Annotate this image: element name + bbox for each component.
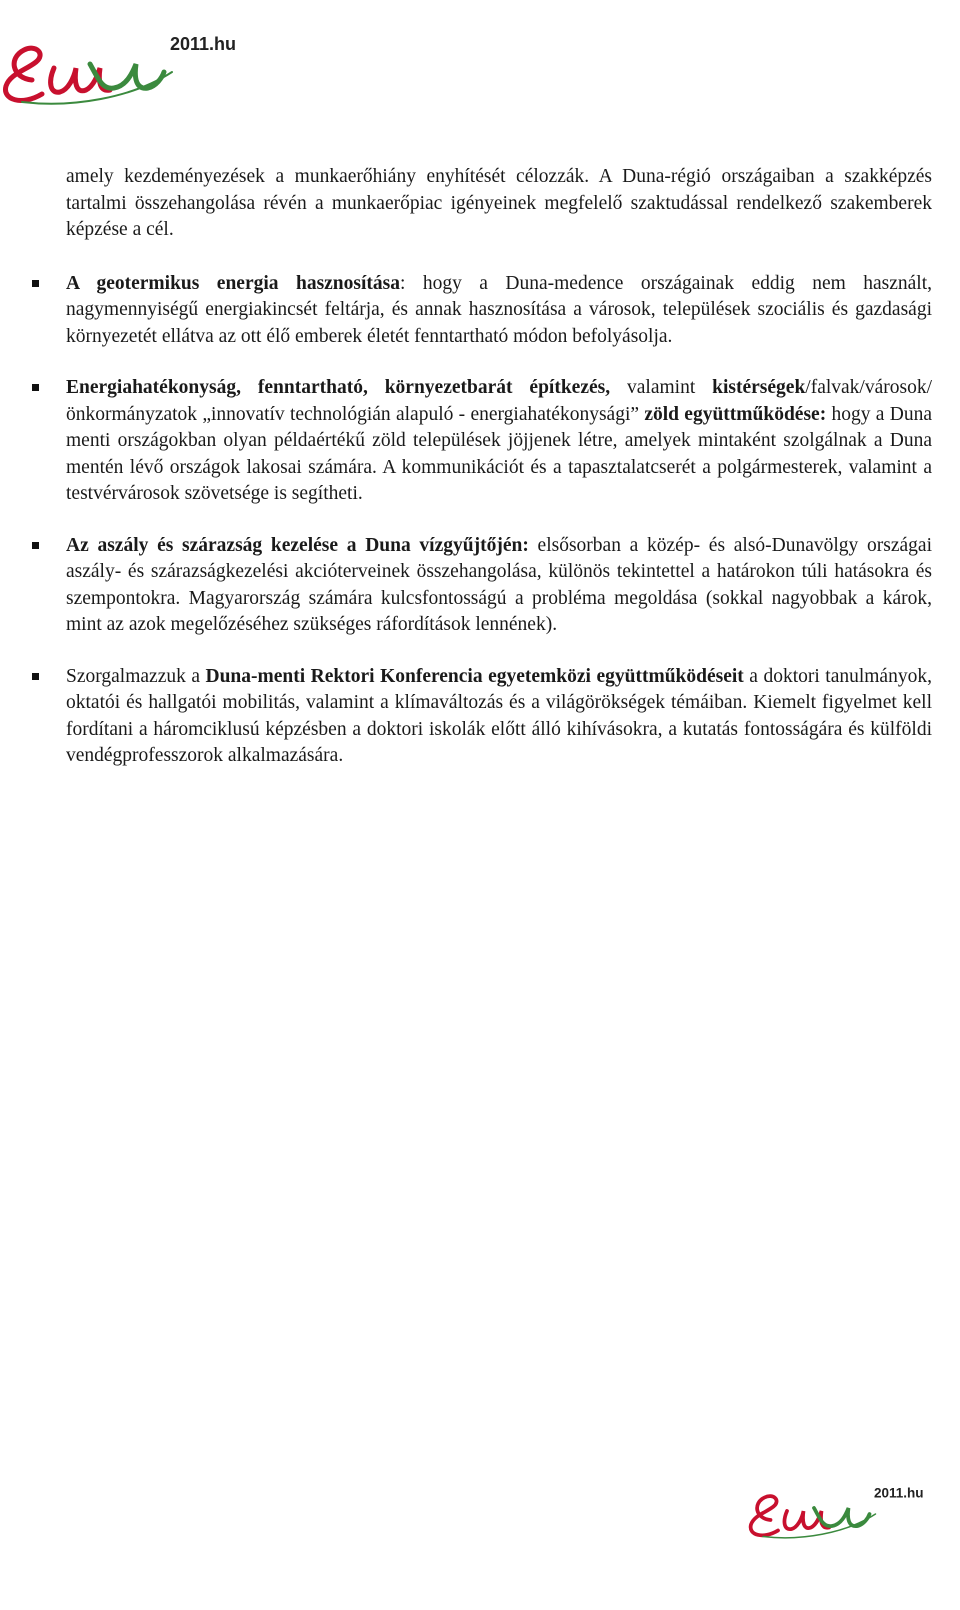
item-text-3: hogy a Duna menti országokban olyan példaértékű zöld települések jöjjenek létre, amelyek mintaként szolgálnak a Duna mentén lévő országok lakosai számára. A kommunikációt és a tapasztalatcserét a polgármesterek, valamint a testvérvárosok szövetsége is segítheti. <box>66 403 932 504</box>
footer-logo <box>748 1480 928 1542</box>
bullet-square-icon <box>32 673 39 680</box>
eu2011-logo-mark <box>748 1480 928 1542</box>
item-text-lead: Szorgalmazzuk a <box>66 665 206 687</box>
list-item-rectors-conference <box>66 664 932 770</box>
intro-paragraph: amely kezdeményezések a munkaerőhiány enyhítését célozzák. A Duna-régió országaiban a szakképzés tartalmi összehangolása révén a munkaerőpiac igényeinek megfelelő szaktudással rendelkező szakemberek képzése a cél. <box>66 166 932 240</box>
item-heading-2: kistérségek <box>712 377 806 398</box>
item-heading: Energiahatékonyság, fenntartható, környezetbarát építkezés, <box>66 377 611 398</box>
eu2011-logo-mark <box>2 28 242 108</box>
logo-text: 2011.hu <box>170 34 237 54</box>
bullet-square-icon <box>32 384 39 391</box>
item-text: elsősorban a közép- és alsó-Dunavölgy országai aszály- és szárazságkezelési akcióterveinek összehangolása, különös tekintettel a határokon túli hatásokra és szempontokra. Magyarország számára kulcsfontosságú a probléma megoldása (sokkal nagyobbak a károk, mint az azok megelőzéséhez szükséges ráfordítások lennének). <box>66 534 932 635</box>
item-text: valamint <box>610 377 713 398</box>
bullet-square-icon <box>32 542 39 549</box>
bullet-square-icon <box>32 280 39 287</box>
item-text: : hogy a Duna-medence országainak eddig nem használt, nagymennyiségű energiakincsét feltárja, és annak hasznosítása a városok, települések szociális és gazdasági környezetét ellátva az ott élő emberek életét fenntartható módon befolyásolja. <box>66 272 932 347</box>
document-body <box>66 164 932 795</box>
logo-text: 2011.hu <box>874 1485 924 1501</box>
item-heading: Az aszály és szárazság kezelése a Duna vízgyűjtőjén: <box>66 534 529 556</box>
list-item-geothermal <box>66 271 932 351</box>
header-logo <box>2 28 242 108</box>
item-text: a doktori tanulmányok, oktatói és hallgatói mobilitás, valamint a klímaváltozás és a világörökségek témáiban. Kiemelt figyelmet kell fordítani a háromciklusú képzésben a doktori iskolák előtt álló kihívásokra, a kutatás fontosságára és külföldi vendégprofesszorok alkalmazására. <box>66 665 932 766</box>
list-item-drought <box>66 533 932 639</box>
list-item-energy-efficiency <box>66 375 932 508</box>
item-heading-3: zöld együttműködése: <box>644 403 827 425</box>
item-heading: A geotermikus energia hasznosítása <box>66 272 400 294</box>
item-text-2: /falvak/városok/önkormányzatok „innovatív technológián alapuló - energiahatékonysági” <box>66 377 933 425</box>
item-heading: Duna-menti Rektori Konferencia egyetemközi együttműködéseit <box>205 665 744 687</box>
